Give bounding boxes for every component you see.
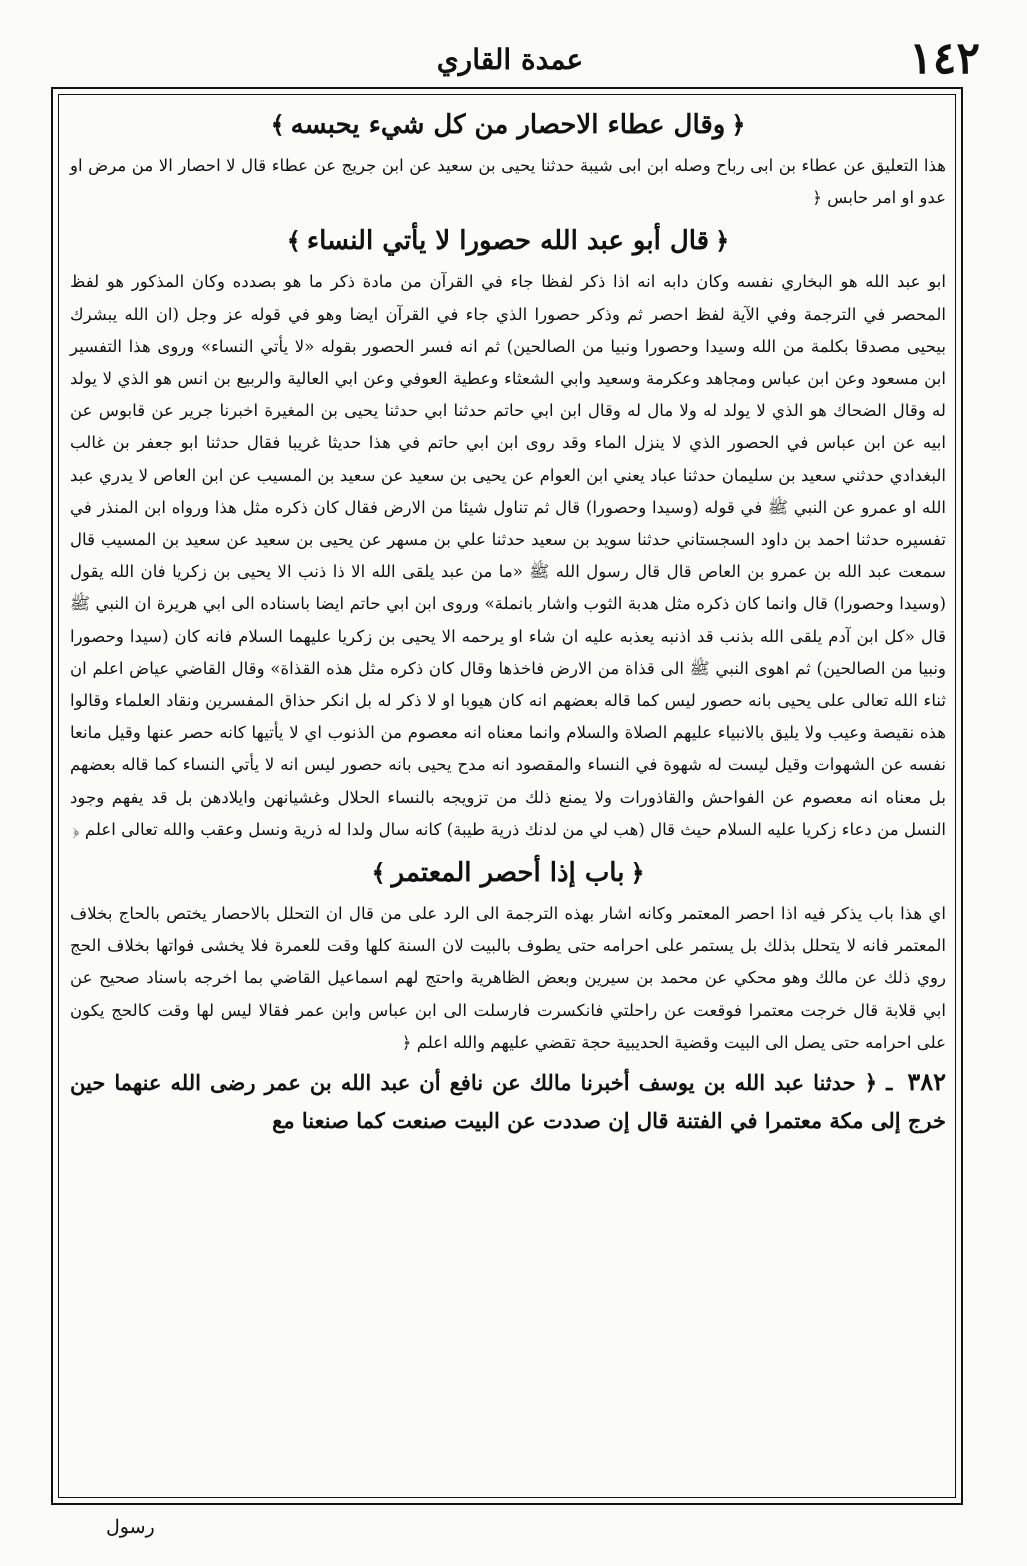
section-heading <box>70 218 946 264</box>
page-body <box>70 98 946 1140</box>
commentary-paragraph: هذا التعليق عن عطاء بن ابى رباح وصله ابن ابى شيبة حدثنا يحيى بن سعيد عن ابن جريج عن عطاء قال لا احصار الا من مرض او عدو او امر حابس ﴿ <box>70 156 946 208</box>
ornament-bracket-icon: ﴾ <box>371 858 386 888</box>
ornament-bracket-icon: ﴾ <box>270 110 285 139</box>
section-heading <box>70 102 946 148</box>
ornament-bracket-icon: ﴿ <box>630 858 645 888</box>
chapter-heading-text: باب إذا أحصر المعتمر <box>391 858 625 889</box>
page-number: ١٤٢ <box>909 33 980 84</box>
running-title: عمدة القاري <box>436 43 584 76</box>
chapter-heading <box>70 850 946 896</box>
hadith-body: حدثنا عبد الله بن يوسف أخبرنا مالك عن نافع أن عبد الله بن عمر رضى الله عنهما حين خرج إلى مكة معتمرا في الفتنة قال إن صددت عن البيت صنعت كما صنعنا مع <box>70 1070 946 1134</box>
hadith-text <box>70 1063 946 1140</box>
hadith-number: ٣٨٢ <box>907 1067 946 1097</box>
page-header <box>40 28 980 90</box>
dash-separator: ـ ﴿ <box>855 1070 902 1096</box>
ornament-bracket-icon: ﴾ <box>286 226 301 256</box>
section-heading-text: قال أبو عبد الله حصورا لا يأتي النساء <box>306 226 710 257</box>
catchword: رسول <box>106 1516 155 1538</box>
ornament-bracket-icon: ﴿ <box>715 226 730 256</box>
commentary-paragraph: اي هذا باب يذكر فيه اذا احصر المعتمر وكانه اشار بهذه الترجمة الى الرد على من قال ان التحلل بالاحصار يختص بالحاج بخلاف المعتمر فانه لا يتحلل بذلك بل يستمر على احرامه حتى يطوف بالبيت لان السنة كلها وقت للعمرة فلا يخشى فواتها بخلاف الحج روي ذلك عن مالك وهو محكي عن محمد بن سيرين وبعض الظاهرية واحتج لهم اسماعيل القاضي بما اخرجه باسناد صحيح عن ابي قلابة قال خرجت معتمرا فوقعت عن راحلتي فانكسرت فارسلت الى ابن عباس وابن عمر فقالا ليس لها وقت كالحج يكون على احرامه حتى يصل الى البيت وقضية الحديبية حجة تقضي عليهم والله اعلم ﴿ <box>70 904 946 1052</box>
section-heading-text: وقال عطاء الاحصار من كل شيء يحبسه <box>290 110 726 140</box>
commentary-paragraph: ابو عبد الله هو البخاري نفسه وكان دابه انه اذا ذكر لفظا جاء في القرآن من مادة ذكر ما هو بصدده وكان المذكور هو لفظ المحصر في الترجمة وفي الآية لفظ احصر ثم وذكر حصورا الذي جاء في القرآن ايضا وهو في قوله عز وجل (ان الله يبشرك بيحيى مصدقا بكلمة من الله وسيدا وحصورا ونبيا من الصالحين) ثم انه فسر الحصور بقوله «لا يأتي النساء» وروى هذا التفسير ابن مسعود وعن ابن عباس ومجاهد وعكرمة وسعيد وابي الشعثاء وعطية العوفي وعن ابي العالية والربيع بن انس هو الذي لا يولد له وقال الضحاك هو الذي لا يولد له ولا مال له وقال ابن ابي حاتم حدثنا ابي حدثنا يحيى بن المغيرة اخبرنا جرير عن قابوس عن ابيه عن ابن عباس في الحصور الذي لا ينزل الماء وقد روى ابن ابي حاتم في هذا حديثا غريبا فقال حدثنا ابو جعفر بن غالب البغدادي حدثني سعيد بن سليمان حدثنا عباد يعني ابن العوام عن يحيى بن سعيد عن سعيد بن المسيب عن ابن العاص لا يدري عبد الله او عمرو عن النبي ﷺ في قوله (وسيدا وحصورا) قال ثم تناول شيئا من الارض فقال كان ذكره مثل هذا ورواه ابن المنذر في تفسيره حدثنا احمد بن داود السجستاني حدثنا سويد بن سعيد حدثنا علي بن مسهر عن يحيى بن سعيد عن سعيد بن المسيب قال سمعت عبد الله بن عمرو بن العاص قال قال رسول الله ﷺ «ما من عبد يلقى الله الا ذا ذنب الا يحيى بن زكريا فان الله يقول (وسيدا وحصورا) قال وانما كان ذكره مثل هدبة الثوب واشار بانملة» وروى ابن ابي حاتم ايضا باسناده الى ابي هريرة ان النبي ﷺ قال «كل ابن آدم يلقى الله بذنب قد اذنبه يعذبه عليه ان شاء او يرحمه الا يحيى بن زكريا عليهما السلام فانه كان (سيدا وحصورا ونبيا من الصالحين) ثم اهوى النبي ﷺ الى قذاة من الارض فاخذها وقال كان ذكره مثل هذه القذاة» وقال القاضي عياض اعلم ان ثناء الله تعالى على يحيى بانه حصور ليس كما قاله بعضهم انه كان هيوبا او لا ذكر له بل انكر حذاق المفسرين ونقاد العلماء وقالوا هذه نقيصة وعيب ولا يليق بالانبياء عليهم الصلاة والسلام وانما معناه انه معصوم من الذنوب اي لا يأتيها كانه حصر عنها وقيل مانعا نفسه عن الشهوات وقيل ليست له شهوة في النساء والمقصود انه مدح يحيى بانه حصور ليس انه لا يأتي النساء كما قاله بعضهم بل معناه انه معصوم عن الفواحش والقاذورات ولا يمنع ذلك من تزويجه بالنساء الحلال وغشيانهن وايلادهن بل قد يفهم وجود النسل من دعاء زكريا عليه السلام حيث قال (هب لي من لدنك ذرية طيبة) كانه سال ولدا له ذرية ونسل وعقب والله تعالى اعلم ﴿ <box>70 272 946 839</box>
ornament-bracket-icon: ﴿ <box>731 110 746 139</box>
